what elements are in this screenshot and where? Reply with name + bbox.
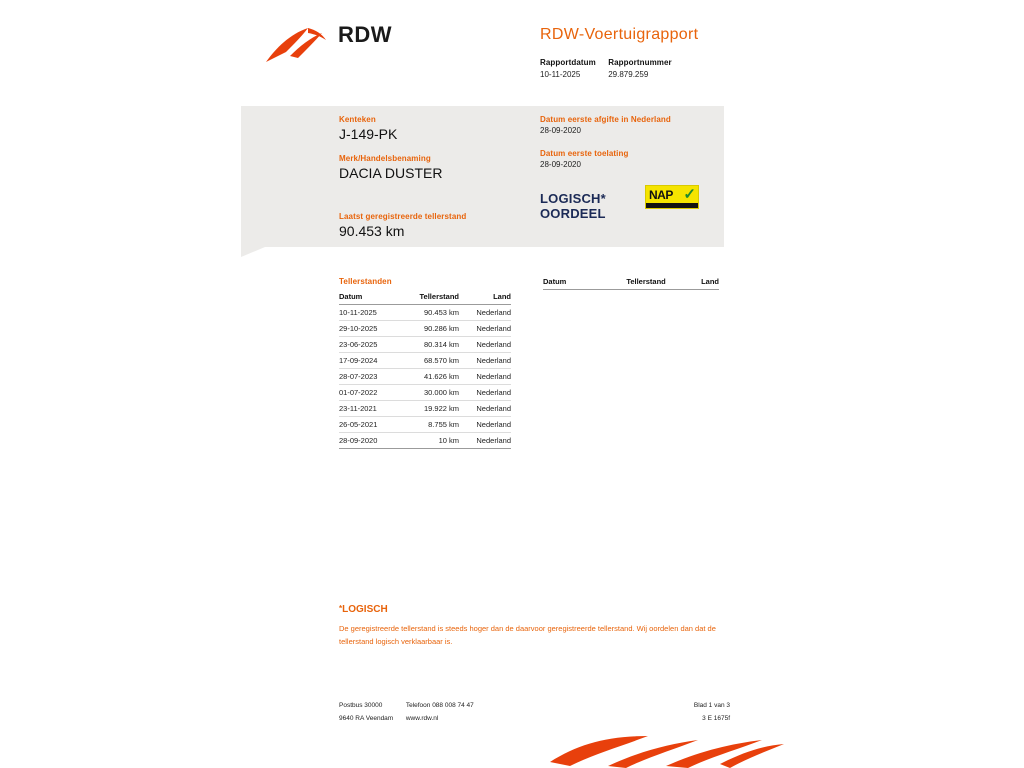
- legend-body: De geregistreerde tellerstand is steeds hoger dan de daarvoor geregistreerde tellerstand. Wij oordelen dan dat de tellerstand logisch verklaarbaar is.: [339, 624, 716, 646]
- cell-land: Nederland: [459, 321, 511, 337]
- panel-right-column: [540, 115, 740, 183]
- table-row: [339, 305, 511, 321]
- cell-tellerstand: 30.000 km: [397, 385, 459, 401]
- rdw-swoosh-logo-icon: [264, 26, 334, 66]
- cell-datum: 29-10-2025: [339, 321, 397, 337]
- footer-address: [339, 702, 404, 728]
- kenteken-value: J-149-PK: [339, 126, 398, 142]
- table-header-row: [543, 277, 719, 290]
- footer-address-line-2: 9640 RA Veendam: [339, 715, 394, 722]
- legend-title: [339, 604, 739, 615]
- footer-decorative-logo: [548, 736, 788, 768]
- table-row: [339, 385, 511, 401]
- report-date-block: [540, 58, 606, 79]
- cell-land: Nederland: [459, 401, 511, 417]
- cell-tellerstand: 80.314 km: [397, 337, 459, 353]
- cell-tellerstand: 8.755 km: [397, 417, 459, 433]
- column-header-land-2: Land: [666, 277, 719, 290]
- table-row: [339, 353, 511, 369]
- cell-datum: 28-07-2023: [339, 369, 397, 385]
- footer-address-line-1: Postbus 30000: [339, 702, 383, 709]
- column-header-tellerstand: Tellerstand: [397, 292, 459, 305]
- cell-tellerstand: 90.286 km: [397, 321, 459, 337]
- verdict-line-1: LOGISCH*: [540, 191, 606, 206]
- footer-website[interactable]: www.rdw.nl: [405, 715, 439, 722]
- cell-land: Nederland: [459, 337, 511, 353]
- cell-datum: 28-09-2020: [339, 433, 397, 449]
- column-header-land: Land: [459, 292, 511, 305]
- legend-title-text: LOGISCH: [342, 604, 388, 615]
- eerste-toelating-label: Datum eerste toelating: [540, 149, 629, 158]
- odometer-table: [339, 292, 511, 449]
- cell-land: Nederland: [459, 305, 511, 321]
- kenteken-label: Kenteken: [339, 115, 376, 124]
- odometer-table-second-column: [543, 277, 719, 290]
- table-row: [339, 321, 511, 337]
- verdict-line-2: OORDEEL: [540, 206, 606, 221]
- brand-title: RDW: [338, 22, 393, 47]
- green-check-icon: ✓: [683, 186, 696, 203]
- legend-star: *: [339, 604, 343, 613]
- rdw-logo: [264, 26, 334, 66]
- cell-datum: 01-07-2022: [339, 385, 397, 401]
- footer-phone: Telefoon 088 008 74 47: [405, 702, 474, 709]
- cell-datum: 17-09-2024: [339, 353, 397, 369]
- panel-left-column: [339, 115, 529, 193]
- cell-tellerstand: 19.922 km: [397, 401, 459, 417]
- odometer-table-title: Tellerstanden: [339, 277, 392, 286]
- table-row: [339, 401, 511, 417]
- eerste-afgifte-label: Datum eerste afgifte in Nederland: [540, 115, 671, 124]
- odometer-table-secondary: [543, 277, 719, 290]
- table-row: [339, 433, 511, 449]
- latest-odometer-label: Laatst geregistreerde tellerstand: [339, 212, 467, 221]
- cell-land: Nederland: [459, 385, 511, 401]
- nap-badge: [645, 185, 699, 209]
- cell-tellerstand: 68.570 km: [397, 353, 459, 369]
- odometer-table-section: [339, 277, 729, 449]
- legend-section: [339, 604, 739, 648]
- report-title: RDW-Voertuigrapport: [540, 26, 699, 43]
- cell-datum: 23-06-2025: [339, 337, 397, 353]
- footer-contact: [406, 702, 606, 728]
- nap-badge-bar: [646, 203, 698, 208]
- latest-odometer-block: [339, 212, 539, 251]
- verdict-text: [540, 191, 606, 221]
- panel-notch-decoration: [241, 247, 265, 257]
- cell-land: Nederland: [459, 433, 511, 449]
- cell-tellerstand: 10 km: [397, 433, 459, 449]
- latest-odometer-value: 90.453 km: [339, 223, 405, 239]
- footer-page-info: [660, 702, 730, 728]
- report-date-value: 10-11-2025: [540, 70, 581, 79]
- table-header-row: [339, 292, 511, 305]
- table-row: [339, 369, 511, 385]
- eerste-toelating-value: 28-09-2020: [540, 160, 581, 169]
- cell-tellerstand: 90.453 km: [397, 305, 459, 321]
- column-header-datum: Datum: [339, 292, 397, 305]
- cell-land: Nederland: [459, 369, 511, 385]
- cell-datum: 10-11-2025: [339, 305, 397, 321]
- merk-label: Merk/Handelsbenaming: [339, 154, 431, 163]
- report-meta: [540, 58, 800, 79]
- column-header-tellerstand-2: Tellerstand: [602, 277, 665, 290]
- report-date-label: Rapportdatum: [540, 58, 596, 67]
- report-number-block: [608, 58, 728, 79]
- report-number-label: Rapportnummer: [608, 58, 672, 67]
- table-row: [339, 337, 511, 353]
- report-number-value: 29.879.259: [608, 70, 649, 79]
- cell-tellerstand: 41.626 km: [397, 369, 459, 385]
- footer-doc-code: 3 E 1675f: [702, 715, 730, 722]
- cell-datum: 23-11-2021: [339, 401, 397, 417]
- nap-badge-label: NAP: [649, 188, 673, 202]
- cell-land: Nederland: [459, 417, 511, 433]
- table-row: [339, 417, 511, 433]
- merk-value: DACIA DUSTER: [339, 165, 443, 181]
- cell-land: Nederland: [459, 353, 511, 369]
- column-header-datum-2: Datum: [543, 277, 602, 290]
- rdw-swoosh-footer-icon: [548, 736, 788, 768]
- cell-datum: 26-05-2021: [339, 417, 397, 433]
- footer-page-number: Blad 1 van 3: [693, 702, 730, 709]
- eerste-afgifte-value: 28-09-2020: [540, 126, 581, 135]
